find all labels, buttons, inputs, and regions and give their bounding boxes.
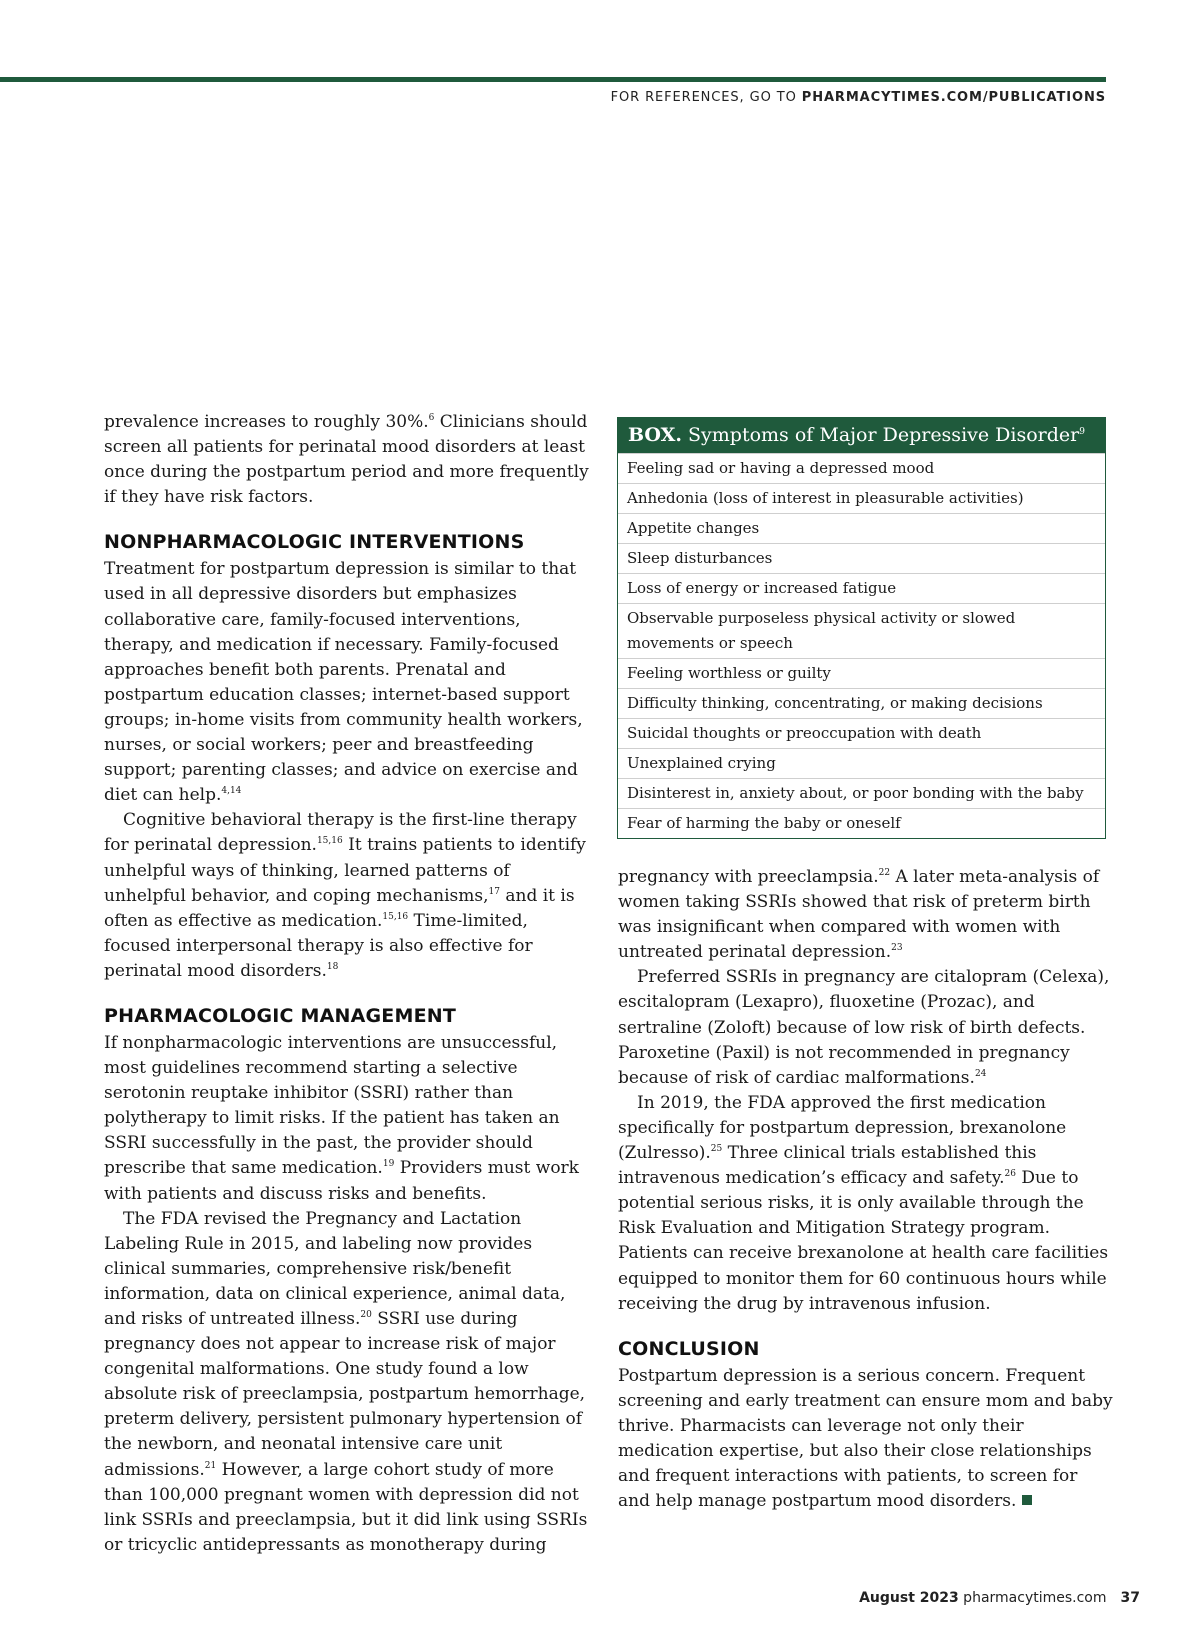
top-rule — [0, 77, 1106, 82]
box-item: Appetite changes — [618, 513, 1105, 543]
box-item: Disinterest in, anxiety about, or poor bonding with the baby — [618, 778, 1105, 808]
box-item: Difficulty thinking, concentrating, or making decisions — [618, 688, 1105, 718]
paragraph: In 2019, the FDA approved the first medication specifically for postpartum depression, brexanolone (Zulresso).$^{25}$ Three clinical trials established this intravenous medication’s efficacy and safety.$^{26}$ Due to potential serious risks, it is only available through the Risk Evaluation and Mitigation Strategy program. Patients can receive brexanolone at health care facilities equipped to monitor them for 60 continuous hours while receiving the drug by intravenous infusion. — [618, 1092, 1109, 1314]
paragraph: pregnancy with preeclampsia.$^{22}$ A later meta-analysis of women taking SSRIs showed that risk of preterm birth was insignificant when compared with women with untreated perinatal depression.$^{23}$ — [618, 867, 1100, 963]
box-item: Loss of energy or increased fatigue — [618, 573, 1105, 603]
box-item: Observable purposeless physical activity or slowed movements or speech — [618, 603, 1105, 658]
paragraph: prevalence increases to roughly 30%.$^6$ Clinicians should screen all patients for perinatal mood disorders at least once during the postpartum period and more frequently if they have risk factors. — [104, 412, 589, 508]
footer-site: pharmacytimes.com — [958, 1590, 1107, 1606]
section-heading-conclusion: CONCLUSION — [618, 1337, 760, 1360]
paragraph: The FDA revised the Pregnancy and Lactation Labeling Rule in 2015, and labeling now provides clinical summaries, comprehensive risk/benefit information, data on clinical experience, animal data, and risks of untreated illness.$^{20}$ SSRI use during pregnancy does not appear to increase risk of major congenital malformations. One study found a low absolute risk of preeclampsia, postpartum hemorrhage, preterm delivery, persistent pulmonary hypertension of the newborn, and neonatal intensive care unit admissions.$^{21}$ However, a large cohort study of more than 100,000 pregnant women with depression did not link SSRIs and preeclampsia, but it did link using SSRIs or tricyclic antidepressants as monotherapy during — [104, 1208, 588, 1555]
section-heading-pharmacologic: PHARMACOLOGIC MANAGEMENT — [104, 1004, 457, 1027]
box-title: BOX. Symptoms of Major Depressive Disorder$^9$ — [618, 418, 1105, 453]
paragraph: Cognitive behavioral therapy is the first-line therapy for perinatal depression.$^{15,16}$ It trains patients to identify unhelpful ways of thinking, learned patterns of unhelpful behavior, and coping mechanisms,$^{17}$ and it is often as effective as medication.$^{15,16}$ Time-limited, focused interpersonal therapy is also effective for perinatal mood disorders.$^{18}$ — [104, 810, 586, 981]
box-item: Fear of harming the baby or oneself — [618, 808, 1105, 838]
box-item: Unexplained crying — [618, 748, 1105, 778]
paragraph: If nonpharmacologic interventions are unsuccessful, most guidelines recommend starting a selective serotonin reuptake inhibitor (SSRI) rather than polytherapy to limit risks. If the patient has taken an SSRI successfully in the past, the provider should prescribe that same medication.$^{19}$ Providers must work with patients and discuss risks and benefits. — [104, 1032, 579, 1204]
box-item: Feeling sad or having a depressed mood — [618, 453, 1105, 483]
page-footer: August 2023 pharmacytimes.com 37 — [859, 1590, 1140, 1606]
box-item: Feeling worthless or guilty — [618, 658, 1105, 688]
end-mark-icon — [1022, 1495, 1032, 1505]
paragraph: Treatment for postpartum depression is similar to that used in all depressive disorders but emphasizes collaborative care, family-focused interventions, therapy, and medication if necessary. Family-focused approaches benefit both parents. Prenatal and postpartum education classes; internet-based support groups; in-home visits from community health workers, nurses, or social workers; peer and breastfeeding support; parenting classes; and advice on exercise and diet can help.$^{4,14}$ — [104, 559, 583, 806]
box-item: Anhedonia (loss of interest in pleasurable activities) — [618, 483, 1105, 513]
paragraph: Preferred SSRIs in pregnancy are citalopram (Celexa), escitalopram (Lexapro), fluoxetine (Prozac), and sertraline (Zoloft) because of low risk of birth defects. Paroxetine (Paxil) is not recommended in pregnancy because of risk of cardiac malformations.$^{24}$ — [618, 967, 1110, 1088]
symptoms-box — [617, 417, 1106, 839]
right-column — [618, 865, 1114, 1514]
references-url[interactable]: PHARMACYTIMES.COM/PUBLICATIONS — [801, 90, 1106, 105]
paragraph: Postpartum depression is a serious concern. Frequent screening and early treatment can ensure mom and baby thrive. Pharmacists can leverage not only their medication expertise, but also their close relationships and frequent interactions with patients, to screen for and help manage postpartum mood disorders. — [618, 1365, 1113, 1512]
box-item: Suicidal thoughts or preoccupation with death — [618, 718, 1105, 748]
references-note: FOR REFERENCES, GO TO PHARMACYTIMES.COM/PUBLICATIONS — [610, 90, 1106, 105]
box-item: Sleep disturbances — [618, 543, 1105, 573]
page-number: 37 — [1120, 1590, 1140, 1606]
left-column — [104, 410, 594, 1558]
section-heading-nonpharmacologic: NONPHARMACOLOGIC INTERVENTIONS — [104, 531, 525, 554]
